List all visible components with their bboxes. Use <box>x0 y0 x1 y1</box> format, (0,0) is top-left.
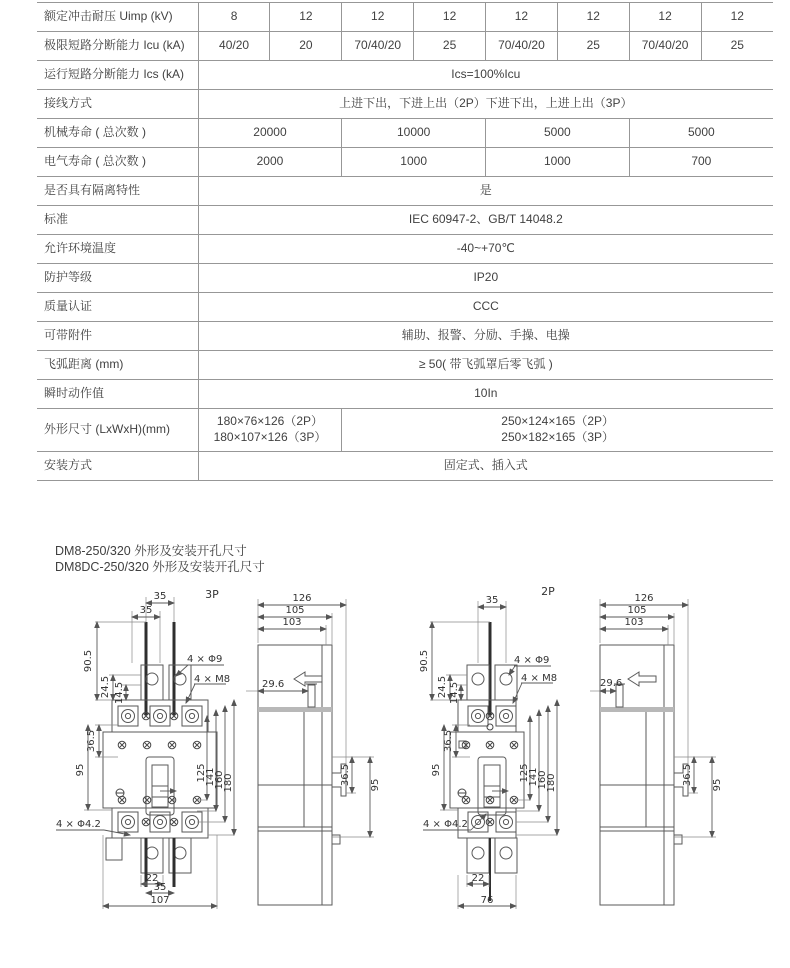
dim-3p-365: 36.5 <box>86 729 97 753</box>
table-row <box>37 293 773 322</box>
dim-2pside-296: 29.6 <box>600 678 623 689</box>
dim-2p-180: 180 <box>546 773 557 793</box>
dim-2pside-365: 36.5 <box>682 763 693 787</box>
spec-value: 8 <box>198 3 270 32</box>
dim-3pside-296: 29.6 <box>262 679 285 690</box>
spec-value: 25 <box>701 32 773 61</box>
spec-value: 固定式、插入式 <box>198 452 773 481</box>
table-row <box>37 380 773 409</box>
spec-value: 5000 <box>629 119 773 148</box>
spec-label: 质量认证 <box>37 293 198 322</box>
spec-label: 可带附件 <box>37 322 198 351</box>
dim-3p-22: 22 <box>145 873 159 884</box>
spec-label: 机械寿命 ( 总次数 ) <box>37 119 198 148</box>
table-row <box>37 177 773 206</box>
dim-2p-145: 14.5 <box>449 681 460 705</box>
dim-2p-95: 95 <box>431 763 442 777</box>
dim-2p-160: 160 <box>537 770 548 790</box>
spec-value: 12 <box>342 3 414 32</box>
spec-value: 25 <box>414 32 486 61</box>
spec-value: 10000 <box>342 119 486 148</box>
spec-value: -40~+70℃ <box>198 235 773 264</box>
dim-line-2: 250×182×165（3P） <box>501 430 615 444</box>
spec-value: 12 <box>629 3 701 32</box>
spec-value: IEC 60947-2、GB/T 14048.2 <box>198 206 773 235</box>
group-label-2p: 2P <box>541 585 555 598</box>
dim-2p-22: 22 <box>471 873 485 884</box>
spec-value: 70/40/20 <box>342 32 414 61</box>
spec-label: 飞弧距离 (mm) <box>37 351 198 380</box>
spec-value: ≥ 50( 带飞弧罩后零飞弧 ) <box>198 351 773 380</box>
dim-3pside-95: 95 <box>370 778 381 792</box>
dim-2p-245: 24.5 <box>437 675 448 699</box>
drawings-title-line2: DM8DC-250/320 外形及安装开孔尺寸 <box>55 560 265 574</box>
callout-3p-screws: 4 × M8 <box>194 674 231 685</box>
spec-table <box>37 2 773 481</box>
spec-value: IP20 <box>198 264 773 293</box>
dim-3p-245: 24.5 <box>100 675 111 699</box>
dim-3pside-365: 36.5 <box>340 763 351 787</box>
spec-label: 防护等级 <box>37 264 198 293</box>
spec-value: 辅助、报警、分励、手操、电操 <box>198 322 773 351</box>
dim-3p-w35: 35 <box>153 882 167 893</box>
dim-3p-w107: 107 <box>150 895 170 906</box>
spec-value: 12 <box>701 3 773 32</box>
spec-value: 12 <box>270 3 342 32</box>
drawings-title-line1: DM8-250/320 外形及安装开孔尺寸 <box>55 544 247 558</box>
dim-3p-160: 160 <box>214 770 225 790</box>
group-label-3p: 3P <box>205 588 219 601</box>
dim-3p-905: 90.5 <box>83 649 94 673</box>
dim-2p-pitch: 35 <box>485 595 499 606</box>
table-row <box>37 452 773 481</box>
spec-value: 70/40/20 <box>629 32 701 61</box>
table-row <box>37 90 773 119</box>
table-row <box>37 3 773 32</box>
spec-value: 上进下出，下进上出（2P）下进下出，上进上出（3P） <box>198 90 773 119</box>
spec-label: 安装方式 <box>37 452 198 481</box>
callout-3p-holes: 4 × Φ9 <box>187 654 223 665</box>
drawing-2p-front <box>419 595 557 909</box>
spec-label: 外形尺寸 (LxWxH)(mm) <box>37 409 198 452</box>
table-row <box>37 206 773 235</box>
dim-3p-145: 14.5 <box>114 681 125 705</box>
table-row <box>37 61 773 90</box>
dim-2p-905: 90.5 <box>419 649 430 673</box>
spec-value: 12 <box>486 3 558 32</box>
callout-2p-holes: 4 × Φ9 <box>514 655 550 666</box>
spec-value: 40/20 <box>198 32 270 61</box>
table-row <box>37 148 773 177</box>
callout-3p-holes42: 4 × Φ4.2 <box>56 819 101 830</box>
spec-value: 2000 <box>198 148 342 177</box>
dim-3p-pitch-2: 35 <box>139 605 153 616</box>
spec-label: 运行短路分断能力 Ics (kA) <box>37 61 198 90</box>
spec-value: 12 <box>557 3 629 32</box>
dim-line-2: 180×107×126（3P） <box>213 430 327 444</box>
spec-label: 是否具有隔离特性 <box>37 177 198 206</box>
spec-value: 是 <box>198 177 773 206</box>
dim-3pside-126: 126 <box>292 593 312 604</box>
spec-value: 1000 <box>486 148 630 177</box>
dim-3pside-105: 105 <box>285 605 305 616</box>
spec-label: 电气寿命 ( 总次数 ) <box>37 148 198 177</box>
spec-value <box>198 409 342 452</box>
callout-2p-holes42: 4 × Φ4.2 <box>423 819 468 830</box>
dim-2pside-126: 126 <box>634 593 654 604</box>
table-row <box>37 32 773 61</box>
callout-2p-screws: 4 × M8 <box>521 673 558 684</box>
dim-2p-141: 141 <box>528 767 539 787</box>
spec-value: 20000 <box>198 119 342 148</box>
dim-3p-180: 180 <box>223 773 234 793</box>
dim-2p-w76: 76 <box>480 895 494 906</box>
dim-2p-365: 36.5 <box>443 729 454 753</box>
spec-value: 1000 <box>342 148 486 177</box>
spec-value: 70/40/20 <box>486 32 558 61</box>
dim-2pside-103: 103 <box>624 617 644 628</box>
spec-value: 10In <box>198 380 773 409</box>
spec-label: 瞬时动作值 <box>37 380 198 409</box>
table-row <box>37 351 773 380</box>
spec-label: 额定冲击耐压 Uimp (kV) <box>37 3 198 32</box>
dim-3p-95: 95 <box>75 763 86 777</box>
dim-2p-125: 125 <box>519 763 530 783</box>
dim-2pside-95: 95 <box>712 778 723 792</box>
drawing-3p-side <box>246 593 381 905</box>
table-row <box>37 322 773 351</box>
table-row <box>37 409 773 452</box>
dim-2pside-105: 105 <box>627 605 647 616</box>
dim-line-1: 180×76×126（2P） <box>216 414 324 429</box>
dim-3p-125: 125 <box>196 763 207 783</box>
spec-label: 接线方式 <box>37 90 198 119</box>
spec-value: Ics=100%Icu <box>198 61 773 90</box>
spec-value: 12 <box>414 3 486 32</box>
dim-3pside-103: 103 <box>282 617 302 628</box>
spec-value: CCC <box>198 293 773 322</box>
spec-value: 20 <box>270 32 342 61</box>
spec-value: 25 <box>557 32 629 61</box>
spec-label: 允许环境温度 <box>37 235 198 264</box>
spec-value: 700 <box>629 148 773 177</box>
table-row <box>37 119 773 148</box>
spec-value <box>342 409 773 452</box>
dim-line-1: 250×124×165（2P） <box>501 414 615 429</box>
dim-3p-141: 141 <box>205 767 216 787</box>
spec-value: 5000 <box>486 119 630 148</box>
spec-label: 极限短路分断能力 Icu (kA) <box>37 32 198 61</box>
drawing-3p-front <box>56 591 234 909</box>
table-row <box>37 264 773 293</box>
spec-label: 标准 <box>37 206 198 235</box>
drawing-2p-side <box>590 593 723 905</box>
dim-3p-pitch-top: 35 <box>153 591 167 602</box>
dimension-drawings <box>0 535 790 968</box>
table-row <box>37 235 773 264</box>
